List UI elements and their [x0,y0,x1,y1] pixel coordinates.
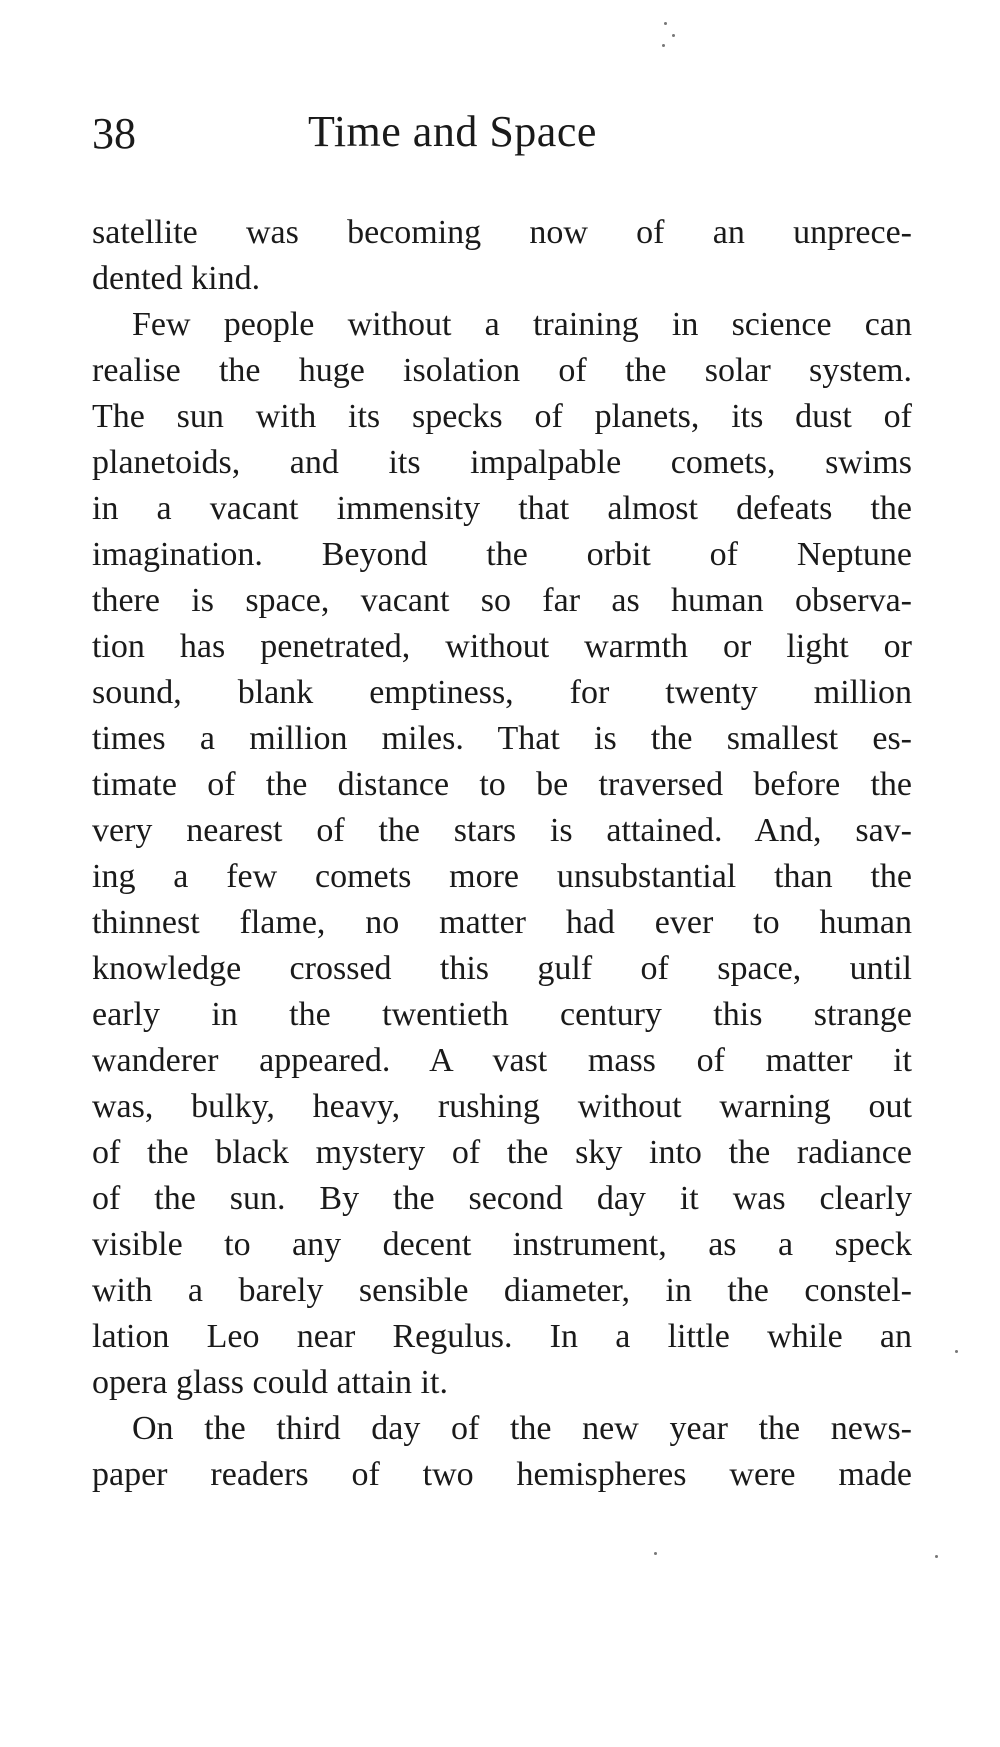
text-line: was, bulky, heavy, rushing without warning out [92,1088,912,1125]
text-line: visible to any decent instrument, as a speck [92,1226,912,1263]
text-line: with a barely sensible diameter, in the constel- [92,1272,912,1309]
text-line: knowledge crossed this gulf of space, until [92,950,912,987]
scan-speck [662,44,665,47]
text-line: very nearest of the stars is attained. And, sav- [92,812,912,849]
running-title: Time and Space [308,107,597,156]
text-line: dented kind. [92,260,261,297]
text-line: imagination. Beyond the orbit of Neptune [92,536,912,573]
scan-speck [654,1552,657,1555]
text-line: satellite was becoming now of an unprece- [92,214,912,251]
scan-speck [672,34,675,37]
text-line: planetoids, and its impalpable comets, swims [92,444,912,481]
page-number: 38 [92,109,136,158]
running-head [92,107,912,170]
text-line: Few people without a training in science can [132,306,912,343]
text-line: realise the huge isolation of the solar system. [92,352,912,389]
text-line: sound, blank emptiness, for twenty million [92,674,912,711]
text-line: ing a few comets more unsubstantial than the [92,858,912,895]
text-line: of the black mystery of the sky into the radiance [92,1134,912,1171]
text-line: in a vacant immensity that almost defeats the [92,490,912,527]
text-line: On the third day of the new year the news- [132,1410,912,1447]
text-line: tion has penetrated, without warmth or light or [92,628,912,665]
scan-speck [664,22,667,25]
text-line: of the sun. By the second day it was clearly [92,1180,912,1217]
text-line: timate of the distance to be traversed before the [92,766,912,803]
text-line: times a million miles. That is the smallest es- [92,720,912,757]
scan-speck [935,1555,938,1558]
text-line: opera glass could attain it. [92,1364,448,1401]
text-line: there is space, vacant so far as human observa- [92,582,912,619]
text-line: thinnest flame, no matter had ever to human [92,904,912,941]
body-text [92,210,912,1498]
text-line: paper readers of two hemispheres were made [92,1456,912,1493]
scan-speck [955,1350,958,1353]
text-line: The sun with its specks of planets, its dust of [92,398,912,435]
text-line: lation Leo near Regulus. In a little while an [92,1318,912,1355]
text-line: early in the twentieth century this strange [92,996,912,1033]
text-line: wanderer appeared. A vast mass of matter it [92,1042,912,1079]
